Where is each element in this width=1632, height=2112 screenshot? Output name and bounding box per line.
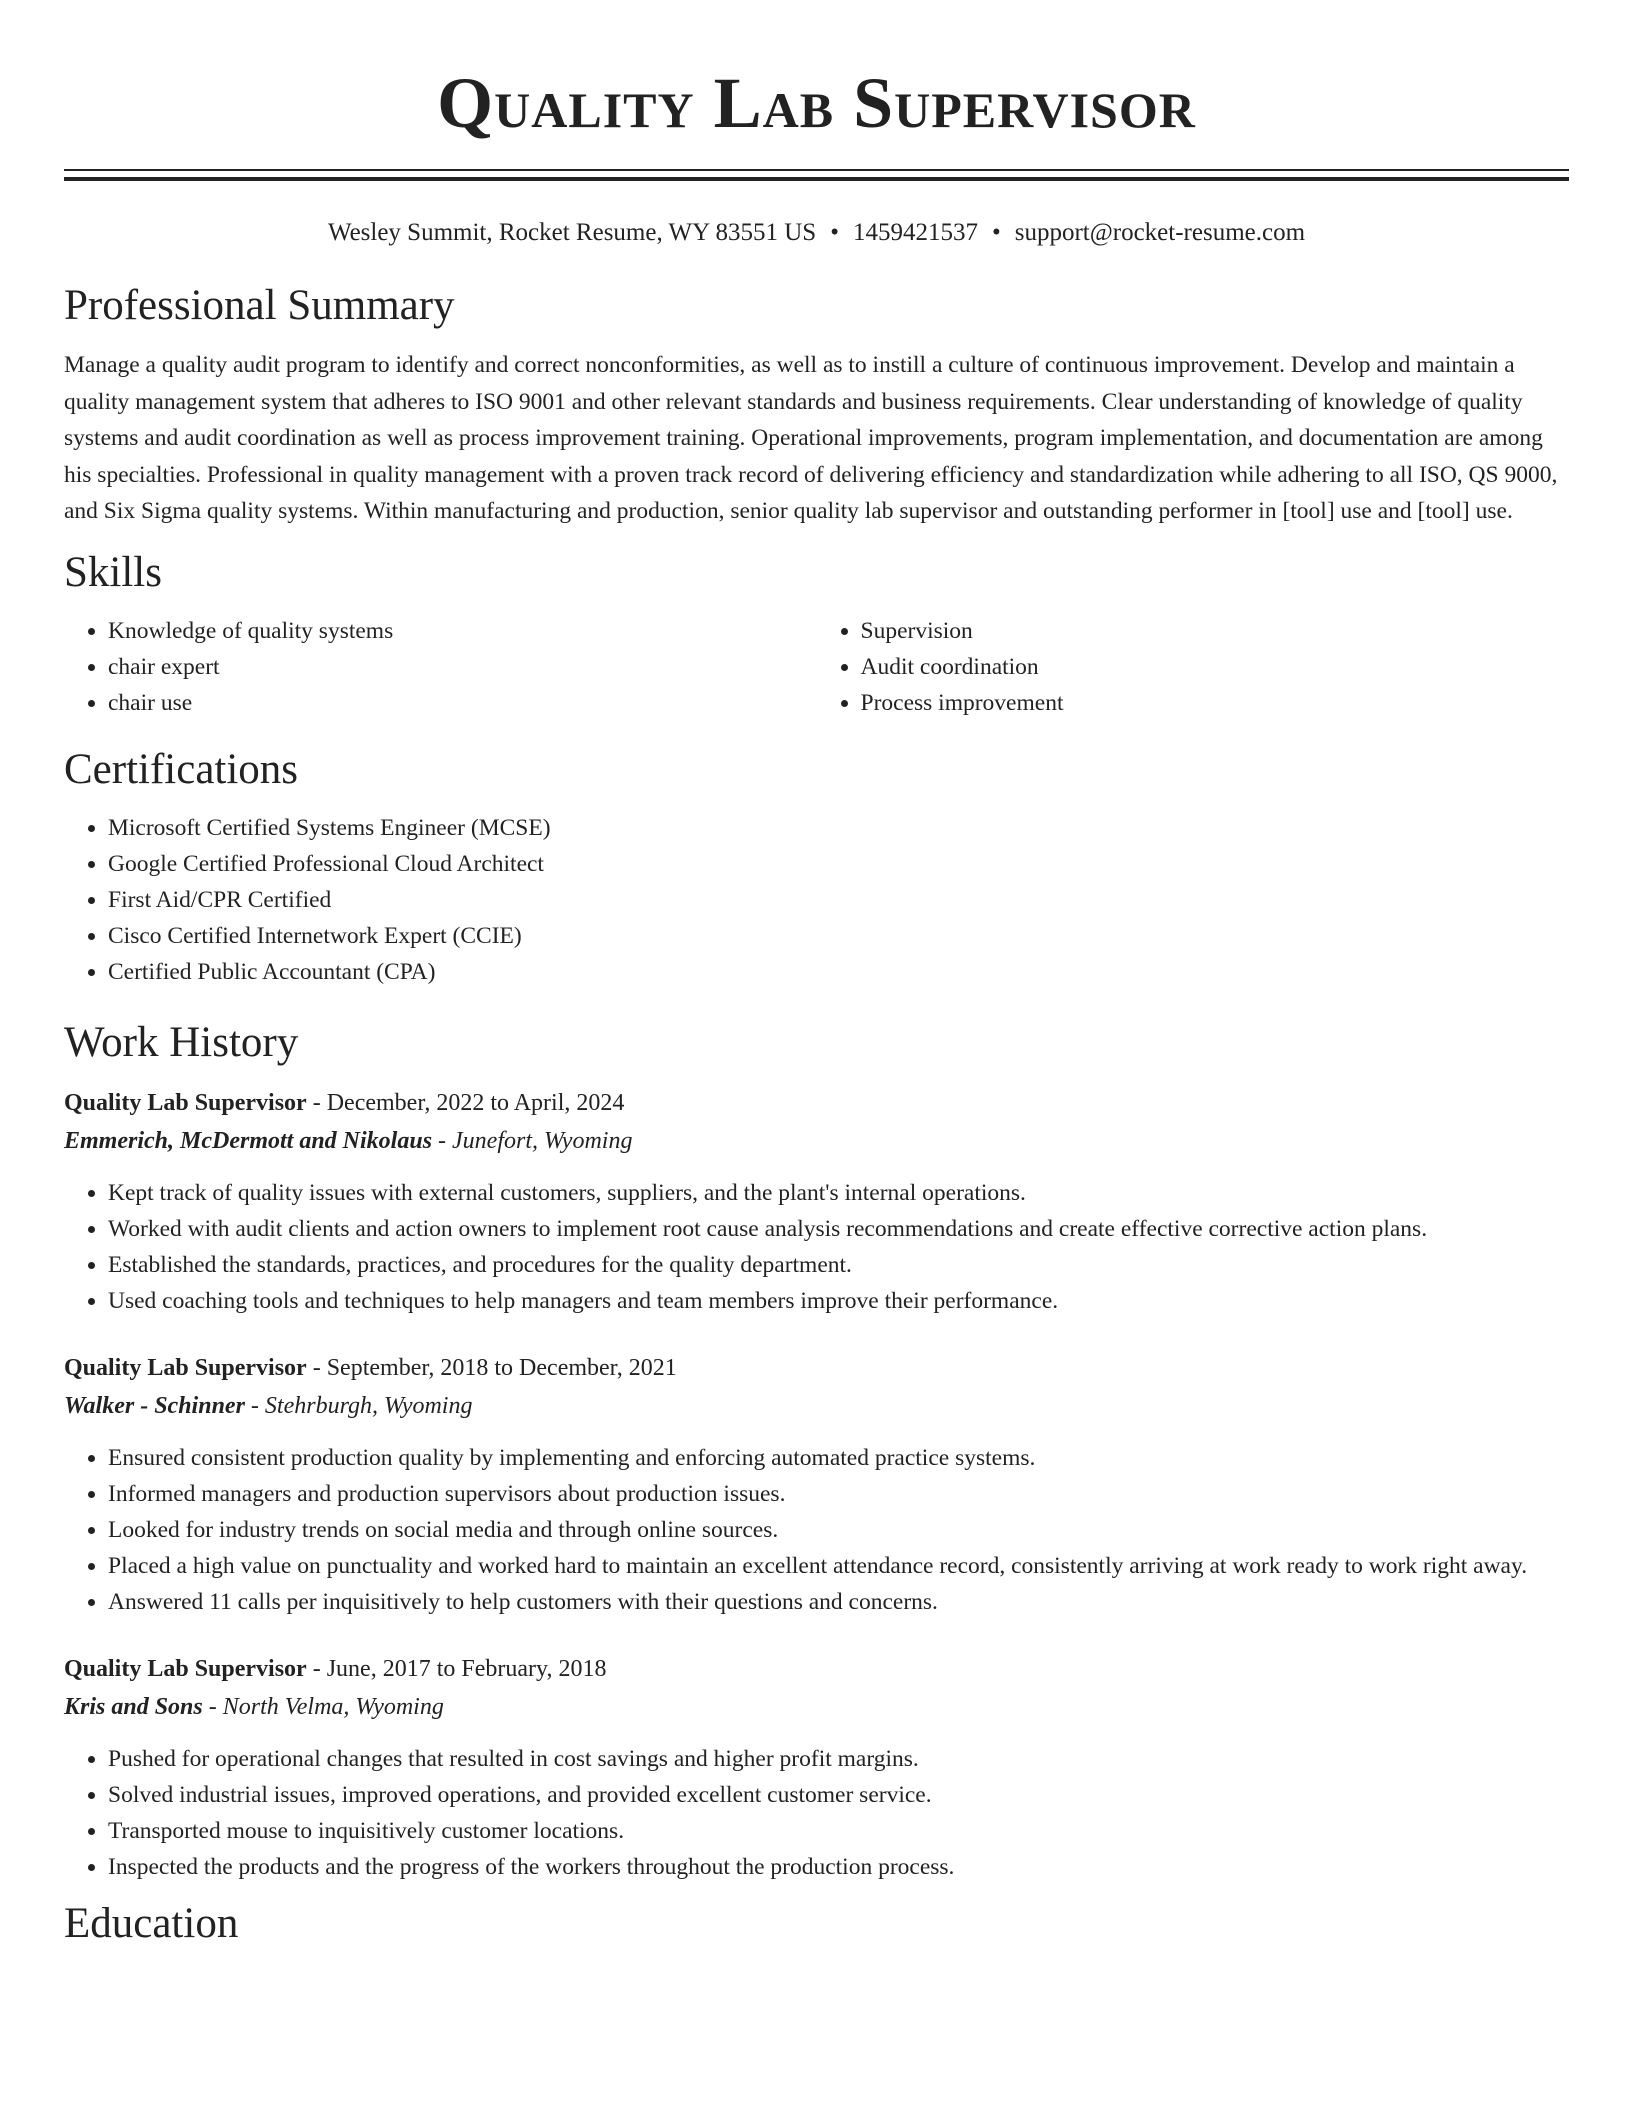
skill-item: • chair use — [108, 685, 817, 721]
job-company-line — [64, 1122, 1569, 1160]
summary-heading: Professional Summary — [64, 282, 455, 329]
job-bullet: • Placed a high value on punctuality and worked hard to maintain an excellent attendance record, consistently arriving at work ready to work right away. — [108, 1548, 1569, 1584]
contact-address: Wesley Summit, Rocket Resume, WY 83551 US — [327, 219, 817, 246]
skills-list-right — [817, 613, 1570, 721]
job-company: Emmerich, McDermott and Nikolaus — [64, 1127, 433, 1154]
contact-email: support@rocket-resume.com — [1014, 219, 1306, 246]
summary-text: Manage a quality audit program to identify and correct nonconformities, as well as to instill a culture of continuous improvement. Develop and maintain a quality management system that adheres to ISO 9001 and other relevant standards and business requirements. Clear understanding of knowledge of quality systems and audit coordination as well as process improvement training. Operational improvements, program implementation, and documentation are among his specialties. Professional in quality management with a proven track record of delivering efficiency and standardization while adhering to all ISO, QS 9000, and Six Sigma quality systems. Within manufacturing and production, senior quality lab supervisor and outstanding performer in [tool] use and [tool] use. — [64, 352, 1558, 524]
job-title: Quality Lab Supervisor — [64, 1655, 307, 1682]
skills-list-left — [64, 613, 817, 721]
job-bullet: • Transported mouse to inquisitively customer locations. — [108, 1813, 1569, 1849]
job-bullet: • Looked for industry trends on social media and through online sources. — [108, 1512, 1569, 1548]
job-bullet: • Established the standards, practices, and procedures for the quality department. — [108, 1247, 1569, 1283]
skill-item: • Process improvement — [861, 685, 1570, 721]
job-dates: - December, 2022 to April, 2024 — [306, 1089, 625, 1116]
job-title-line — [64, 1349, 1569, 1387]
contact-separator: • — [991, 219, 1001, 246]
certification-item: • Microsoft Certified Systems Engineer (MCSE) — [108, 810, 1569, 846]
title-divider — [64, 169, 1569, 181]
job-title-line — [64, 1650, 1569, 1688]
job-company: Walker - Schinner — [64, 1392, 245, 1419]
job-entry — [64, 1349, 1569, 1620]
job-bullet: • Ensured consistent production quality by implementing and enforcing automated practice systems. — [108, 1440, 1569, 1476]
job-entry — [64, 1084, 1569, 1319]
skill-item: • Knowledge of quality systems — [108, 613, 817, 649]
resume-title: Quality Lab Supervisor — [437, 63, 1196, 143]
job-bullet: • Answered 11 calls per inquisitively to help customers with their questions and concerns. — [108, 1584, 1569, 1620]
job-bullet: • Pushed for operational changes that resulted in cost savings and higher profit margins. — [108, 1741, 1569, 1777]
job-bullets — [64, 1741, 1569, 1885]
job-bullets — [64, 1440, 1569, 1620]
skills-heading: Skills — [64, 548, 162, 596]
job-bullet: • Informed managers and production supervisors about production issues. — [108, 1476, 1569, 1512]
job-bullets — [64, 1175, 1569, 1319]
certification-item: • Certified Public Accountant (CPA) — [108, 954, 1569, 990]
contact-phone: 1459421537 — [852, 219, 978, 246]
certification-item: • Cisco Certified Internetwork Expert (CCIE) — [108, 918, 1569, 954]
certification-item: • First Aid/CPR Certified — [108, 882, 1569, 918]
job-entry — [64, 1650, 1569, 1885]
job-company-line — [64, 1688, 1569, 1726]
contact-line — [64, 217, 1569, 249]
job-bullet: • Worked with audit clients and action owners to implement root cause analysis recommendations and create effective corrective action plans. — [108, 1211, 1569, 1247]
certification-item: • Google Certified Professional Cloud Architect — [108, 846, 1569, 882]
certifications-list — [64, 810, 1569, 990]
resume-page — [64, 0, 1569, 1949]
education-heading: Education — [64, 1899, 239, 1947]
job-bullet: • Kept track of quality issues with external customers, suppliers, and the plant's internal operations. — [108, 1175, 1569, 1211]
job-company-line — [64, 1387, 1569, 1425]
job-location: - North Velma, Wyoming — [202, 1693, 444, 1720]
job-title: Quality Lab Supervisor — [64, 1089, 307, 1116]
skill-item: • Audit coordination — [861, 649, 1570, 685]
certifications-heading: Certifications — [64, 745, 299, 793]
job-dates: - September, 2018 to December, 2021 — [306, 1354, 677, 1381]
job-dates: - June, 2017 to February, 2018 — [306, 1655, 607, 1682]
job-bullet: • Used coaching tools and techniques to help managers and team members improve their performance. — [108, 1283, 1569, 1319]
skill-item: • chair expert — [108, 649, 817, 685]
job-title-line — [64, 1084, 1569, 1122]
contact-separator: • — [830, 219, 839, 246]
job-title: Quality Lab Supervisor — [64, 1354, 307, 1381]
work-history-heading: Work History — [64, 1018, 299, 1066]
job-location: - Junefort, Wyoming — [432, 1127, 633, 1154]
job-bullet: • Inspected the products and the progress of the workers throughout the production process. — [108, 1849, 1569, 1885]
skills-columns — [64, 613, 1569, 721]
skill-item: • Supervision — [861, 613, 1570, 649]
job-location: - Stehrburgh, Wyoming — [244, 1392, 473, 1419]
job-company: Kris and Sons — [64, 1693, 203, 1720]
job-bullet: • Solved industrial issues, improved operations, and provided excellent customer service. — [108, 1777, 1569, 1813]
